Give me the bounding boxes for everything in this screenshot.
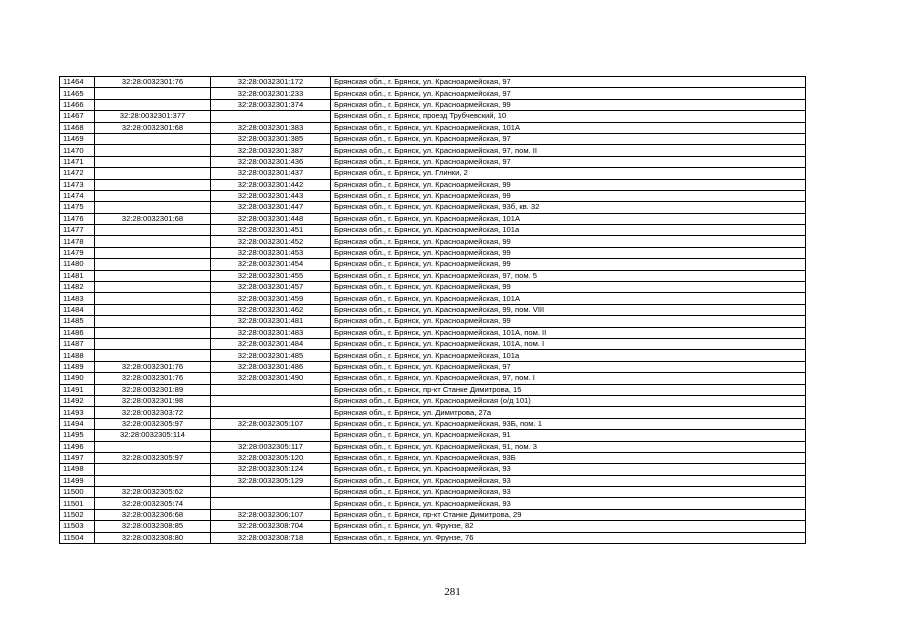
cell-object-cadastral-number	[211, 430, 331, 441]
table-row	[60, 168, 806, 179]
table-row	[60, 282, 806, 293]
cell-address: Брянская обл., г. Брянск, ул. Красноармейская, 93	[331, 475, 806, 486]
cell-land-cadastral-number	[95, 475, 211, 486]
cell-object-cadastral-number: 32:28:0032301:233	[211, 88, 331, 99]
cell-address: Брянская обл., г. Брянск, ул. Красноармейская, 101а	[331, 350, 806, 361]
cell-land-cadastral-number: 32:28:0032305:97	[95, 452, 211, 463]
cell-record-number: 11492	[60, 395, 95, 406]
cell-record-number: 11474	[60, 190, 95, 201]
cell-land-cadastral-number	[95, 168, 211, 179]
cell-record-number: 11494	[60, 418, 95, 429]
cell-record-number: 11484	[60, 304, 95, 315]
cell-object-cadastral-number: 32:28:0032305:107	[211, 418, 331, 429]
cell-record-number: 11479	[60, 247, 95, 258]
cell-record-number: 11468	[60, 122, 95, 133]
cell-record-number: 11465	[60, 88, 95, 99]
cell-address: Брянская обл., г. Брянск, ул. Красноармейская, 101А, пом. I	[331, 338, 806, 349]
cell-land-cadastral-number: 32:28:0032301:98	[95, 395, 211, 406]
cell-address: Брянская обл., г. Брянск, ул. Красноармейская, 99	[331, 236, 806, 247]
cell-address: Брянская обл., г. Брянск, проезд Трубчевский, 10	[331, 111, 806, 122]
cell-record-number: 11472	[60, 168, 95, 179]
cell-record-number: 11475	[60, 202, 95, 213]
table-row	[60, 99, 806, 110]
cell-address: Брянская обл., г. Брянск, ул. Красноармейская, 99	[331, 179, 806, 190]
cell-record-number: 11486	[60, 327, 95, 338]
table-row	[60, 350, 806, 361]
cell-record-number: 11497	[60, 452, 95, 463]
table-row	[60, 225, 806, 236]
cell-land-cadastral-number	[95, 99, 211, 110]
cell-land-cadastral-number: 32:28:0032308:85	[95, 521, 211, 532]
cell-address: Брянская обл., г. Брянск, ул. Димитрова, 27а	[331, 407, 806, 418]
cell-object-cadastral-number: 32:28:0032301:437	[211, 168, 331, 179]
cell-address: Брянская обл., г. Брянск, ул. Красноармейская, 93	[331, 487, 806, 498]
page-number: 281	[444, 586, 461, 598]
cell-land-cadastral-number	[95, 88, 211, 99]
cell-land-cadastral-number: 32:28:0032301:76	[95, 77, 211, 88]
cell-object-cadastral-number: 32:28:0032301:490	[211, 373, 331, 384]
table-row	[60, 361, 806, 372]
cell-record-number: 11493	[60, 407, 95, 418]
cell-land-cadastral-number	[95, 304, 211, 315]
cell-record-number: 11504	[60, 532, 95, 543]
cell-object-cadastral-number	[211, 384, 331, 395]
cell-object-cadastral-number	[211, 407, 331, 418]
cell-address: Брянская обл., г. Брянск, ул. Красноармейская, 99	[331, 99, 806, 110]
cell-address: Брянская обл., г. Брянск, ул. Красноармейская, 93Б	[331, 452, 806, 463]
cell-object-cadastral-number: 32:28:0032305:120	[211, 452, 331, 463]
table-row	[60, 338, 806, 349]
table-row	[60, 293, 806, 304]
cell-object-cadastral-number: 32:28:0032301:436	[211, 156, 331, 167]
cell-record-number: 11489	[60, 361, 95, 372]
table-row	[60, 213, 806, 224]
table-row	[60, 145, 806, 156]
cell-land-cadastral-number	[95, 282, 211, 293]
table-row	[60, 430, 806, 441]
cell-address: Брянская обл., г. Брянск, ул. Красноармейская, 97	[331, 133, 806, 144]
cell-object-cadastral-number	[211, 111, 331, 122]
cell-object-cadastral-number: 32:28:0032301:374	[211, 99, 331, 110]
table-row	[60, 521, 806, 532]
table-row	[60, 259, 806, 270]
cell-land-cadastral-number	[95, 225, 211, 236]
table-row	[60, 384, 806, 395]
cell-land-cadastral-number	[95, 464, 211, 475]
cell-record-number: 11481	[60, 270, 95, 281]
cell-object-cadastral-number	[211, 487, 331, 498]
table-row	[60, 316, 806, 327]
table-row	[60, 179, 806, 190]
cell-object-cadastral-number: 32:28:0032305:124	[211, 464, 331, 475]
cell-object-cadastral-number: 32:28:0032301:383	[211, 122, 331, 133]
cell-record-number: 11476	[60, 213, 95, 224]
cell-land-cadastral-number: 32:28:0032308:80	[95, 532, 211, 543]
cell-object-cadastral-number: 32:28:0032301:452	[211, 236, 331, 247]
cadastral-table	[59, 76, 806, 544]
table-row	[60, 88, 806, 99]
cell-object-cadastral-number: 32:28:0032301:483	[211, 327, 331, 338]
cell-land-cadastral-number	[95, 236, 211, 247]
table-row	[60, 441, 806, 452]
table-body	[60, 77, 806, 544]
cell-address: Брянская обл., г. Брянск, ул. Красноармейская, 97, пом. 5	[331, 270, 806, 281]
cell-land-cadastral-number	[95, 145, 211, 156]
table-row	[60, 418, 806, 429]
cell-address: Брянская обл., г. Брянск, ул. Красноармейская, 99, пом. VIII	[331, 304, 806, 315]
cell-address: Брянская обл., г. Брянск, пр-кт Станке Димитрова, 15	[331, 384, 806, 395]
cell-object-cadastral-number: 32:28:0032301:442	[211, 179, 331, 190]
cell-object-cadastral-number: 32:28:0032301:387	[211, 145, 331, 156]
cell-land-cadastral-number: 32:28:0032301:76	[95, 373, 211, 384]
cell-object-cadastral-number: 32:28:0032301:485	[211, 350, 331, 361]
cell-land-cadastral-number	[95, 350, 211, 361]
cell-land-cadastral-number	[95, 202, 211, 213]
cell-address: Брянская обл., г. Брянск, пр-кт Станке Димитрова, 29	[331, 509, 806, 520]
cell-record-number: 11464	[60, 77, 95, 88]
cell-land-cadastral-number	[95, 316, 211, 327]
cell-record-number: 11495	[60, 430, 95, 441]
cell-object-cadastral-number	[211, 498, 331, 509]
cell-record-number: 11480	[60, 259, 95, 270]
cell-land-cadastral-number: 32:28:0032301:76	[95, 361, 211, 372]
cell-address: Брянская обл., г. Брянск, ул. Красноармейская, 91	[331, 430, 806, 441]
cell-land-cadastral-number	[95, 156, 211, 167]
cell-object-cadastral-number: 32:28:0032301:457	[211, 282, 331, 293]
table-row	[60, 202, 806, 213]
cell-object-cadastral-number: 32:28:0032301:454	[211, 259, 331, 270]
cell-land-cadastral-number: 32:28:0032305:114	[95, 430, 211, 441]
table-row	[60, 532, 806, 543]
table-row	[60, 452, 806, 463]
cell-record-number: 11469	[60, 133, 95, 144]
cell-address: Брянская обл., г. Брянск, ул. Фрунзе, 82	[331, 521, 806, 532]
table-row	[60, 509, 806, 520]
table-row	[60, 395, 806, 406]
cell-land-cadastral-number	[95, 327, 211, 338]
cell-object-cadastral-number: 32:28:0032306:107	[211, 509, 331, 520]
cell-address: Брянская обл., г. Брянск, ул. Красноармейская, 99	[331, 190, 806, 201]
table-row	[60, 270, 806, 281]
table-row	[60, 498, 806, 509]
cell-record-number: 11501	[60, 498, 95, 509]
cell-address: Брянская обл., г. Брянск, ул. Красноармейская, 91, пом. 3	[331, 441, 806, 452]
cell-land-cadastral-number	[95, 247, 211, 258]
cell-land-cadastral-number: 32:28:0032305:97	[95, 418, 211, 429]
cell-land-cadastral-number	[95, 259, 211, 270]
cell-record-number: 11499	[60, 475, 95, 486]
cell-object-cadastral-number: 32:28:0032301:481	[211, 316, 331, 327]
cell-address: Брянская обл., г. Брянск, ул. Красноармейская, 99	[331, 316, 806, 327]
cell-record-number: 11482	[60, 282, 95, 293]
cell-address: Брянская обл., г. Брянск, ул. Красноармейская, 101А	[331, 213, 806, 224]
cell-address: Брянская обл., г. Брянск, ул. Красноармейская, 99	[331, 259, 806, 270]
cell-land-cadastral-number	[95, 293, 211, 304]
cell-address: Брянская обл., г. Брянск, ул. Красноармейская, 101А	[331, 122, 806, 133]
cell-object-cadastral-number: 32:28:0032301:385	[211, 133, 331, 144]
cell-address: Брянская обл., г. Брянск, ул. Красноармейская, 101А, пом. II	[331, 327, 806, 338]
cell-address: Брянская обл., г. Брянск, ул. Красноармейская, 97	[331, 77, 806, 88]
cell-object-cadastral-number: 32:28:0032308:718	[211, 532, 331, 543]
cell-land-cadastral-number: 32:28:0032306:68	[95, 509, 211, 520]
cell-record-number: 11485	[60, 316, 95, 327]
cell-land-cadastral-number	[95, 179, 211, 190]
cell-address: Брянская обл., г. Брянск, ул. Красноармейская, 101А	[331, 293, 806, 304]
cell-record-number: 11498	[60, 464, 95, 475]
table-row	[60, 373, 806, 384]
table-row	[60, 407, 806, 418]
table-row	[60, 111, 806, 122]
cell-address: Брянская обл., г. Брянск, ул. Красноармейская, 93б, кв. 32	[331, 202, 806, 213]
table-row	[60, 77, 806, 88]
cell-address: Брянская обл., г. Брянск, ул. Красноармейская, 99	[331, 247, 806, 258]
cell-land-cadastral-number	[95, 190, 211, 201]
cell-record-number: 11473	[60, 179, 95, 190]
cell-object-cadastral-number: 32:28:0032301:486	[211, 361, 331, 372]
table-row	[60, 304, 806, 315]
cell-land-cadastral-number: 32:28:0032301:377	[95, 111, 211, 122]
cell-object-cadastral-number: 32:28:0032305:129	[211, 475, 331, 486]
table-row	[60, 236, 806, 247]
cell-land-cadastral-number	[95, 133, 211, 144]
cell-address: Брянская обл., г. Брянск, ул. Красноармейская, 93Б, пом. 1	[331, 418, 806, 429]
cell-address: Брянская обл., г. Брянск, ул. Фрунзе, 76	[331, 532, 806, 543]
cell-object-cadastral-number: 32:28:0032301:451	[211, 225, 331, 236]
cell-record-number: 11487	[60, 338, 95, 349]
table-row	[60, 133, 806, 144]
cell-object-cadastral-number: 32:28:0032301:462	[211, 304, 331, 315]
cell-address: Брянская обл., г. Брянск, ул. Красноармейская, 97	[331, 88, 806, 99]
cell-record-number: 11496	[60, 441, 95, 452]
cell-address: Брянская обл., г. Брянск, ул. Красноармейская, 93	[331, 498, 806, 509]
cell-address: Брянская обл., г. Брянск, ул. Красноармейская, 97, пом. II	[331, 145, 806, 156]
cell-object-cadastral-number: 32:28:0032305:117	[211, 441, 331, 452]
cell-object-cadastral-number: 32:28:0032301:459	[211, 293, 331, 304]
cell-address: Брянская обл., г. Брянск, ул. Красноармейская, 101а	[331, 225, 806, 236]
table-row	[60, 190, 806, 201]
cell-object-cadastral-number: 32:28:0032301:172	[211, 77, 331, 88]
cell-record-number: 11466	[60, 99, 95, 110]
cell-land-cadastral-number: 32:28:0032301:68	[95, 213, 211, 224]
cell-land-cadastral-number: 32:28:0032305:74	[95, 498, 211, 509]
cell-address: Брянская обл., г. Брянск, ул. Красноармейская, 97, пом. I	[331, 373, 806, 384]
cell-object-cadastral-number: 32:28:0032301:447	[211, 202, 331, 213]
cell-land-cadastral-number: 32:28:0032301:89	[95, 384, 211, 395]
cell-land-cadastral-number	[95, 441, 211, 452]
cell-land-cadastral-number	[95, 270, 211, 281]
table-row	[60, 475, 806, 486]
table-row	[60, 247, 806, 258]
cell-object-cadastral-number	[211, 395, 331, 406]
cell-object-cadastral-number: 32:28:0032301:455	[211, 270, 331, 281]
table-row	[60, 464, 806, 475]
table-row	[60, 487, 806, 498]
cell-record-number: 11483	[60, 293, 95, 304]
cell-record-number: 11477	[60, 225, 95, 236]
table-row	[60, 327, 806, 338]
cell-address: Брянская обл., г. Брянск, ул. Красноармейская (о/д 101)	[331, 395, 806, 406]
cell-record-number: 11491	[60, 384, 95, 395]
cell-object-cadastral-number: 32:28:0032301:443	[211, 190, 331, 201]
cell-object-cadastral-number: 32:28:0032301:453	[211, 247, 331, 258]
cell-land-cadastral-number: 32:28:0032301:68	[95, 122, 211, 133]
cell-record-number: 11503	[60, 521, 95, 532]
cell-address: Брянская обл., г. Брянск, ул. Красноармейская, 93	[331, 464, 806, 475]
cell-record-number: 11470	[60, 145, 95, 156]
cell-land-cadastral-number: 32:28:0032303:72	[95, 407, 211, 418]
cell-record-number: 11490	[60, 373, 95, 384]
cell-address: Брянская обл., г. Брянск, ул. Красноармейская, 97	[331, 361, 806, 372]
cell-land-cadastral-number: 32:28:0032305:62	[95, 487, 211, 498]
cell-record-number: 11500	[60, 487, 95, 498]
cell-object-cadastral-number: 32:28:0032301:448	[211, 213, 331, 224]
cell-object-cadastral-number: 32:28:0032301:484	[211, 338, 331, 349]
cell-address: Брянская обл., г. Брянск, ул. Красноармейская, 99	[331, 282, 806, 293]
cell-record-number: 11502	[60, 509, 95, 520]
cell-object-cadastral-number: 32:28:0032308:704	[211, 521, 331, 532]
table-row	[60, 156, 806, 167]
table-row	[60, 122, 806, 133]
cell-record-number: 11488	[60, 350, 95, 361]
cell-address: Брянская обл., г. Брянск, ул. Глинки, 2	[331, 168, 806, 179]
cell-address: Брянская обл., г. Брянск, ул. Красноармейская, 97	[331, 156, 806, 167]
cell-land-cadastral-number	[95, 338, 211, 349]
cell-record-number: 11471	[60, 156, 95, 167]
cell-record-number: 11467	[60, 111, 95, 122]
cell-record-number: 11478	[60, 236, 95, 247]
